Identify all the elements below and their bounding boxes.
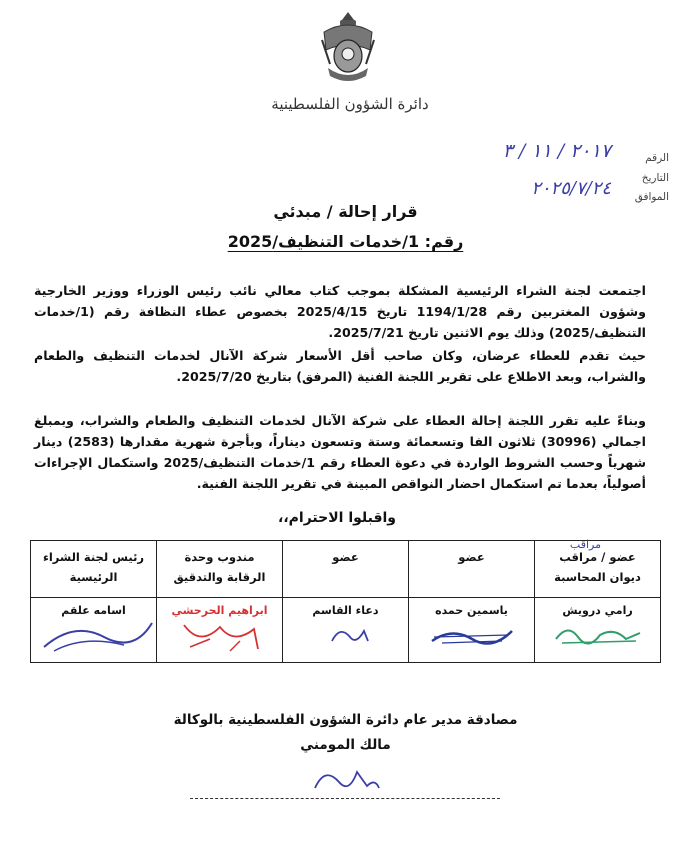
member-cell-3 [283,598,409,663]
member-name: ياسمين حمده [435,604,508,617]
header-member-3-line1: عضو [332,550,359,564]
header-observer-line1: عضو / مراقب [559,550,636,564]
member-cell-chairman [31,598,157,663]
committee-signature-row [31,598,661,663]
signature-mark [34,617,154,657]
corresponding-value: ٢٠٢٥/٧/٢٤ [531,178,611,199]
approver-name: مالك المومني [300,737,391,753]
member-name: رامي درويش [562,604,633,617]
paragraph-3: وبناءً عليه تقرر اللجنة إحالة العطاء على شركة الآنال لخدمات التنظيف والطعام والشراب، وبمبلغ اجمالي (30996) ثلاثون الفا وتسعمائة وستة وتسعون ديناراً، وبأجرة شهرية مقدارها (2583) دينار شهرياً وحسب الشروط الواردة في دعوة العطاء رقم 1/خدمات التنظيف/2025 واستكمال الإجراءات أصولياً، بعدما تم استكمال احضار النواقص المبينة في تقرير اللجنة الفنية. [34,413,646,491]
header-chairman [31,541,157,598]
header-audit-rep-line1: مندوب وحدة [184,550,255,564]
department-name: دائرة الشؤون الفلسطينية [271,95,429,113]
date-label: التاريخ [641,172,669,184]
member-cell-2 [409,598,535,663]
ref-value: ٢٠١٧ / ١١ / ٣ [502,140,611,162]
committee-signature-table [30,540,661,663]
member-cell-observer [535,598,661,663]
member-cell-audit [157,598,283,663]
header-observer-line2: ديوان المحاسبة [554,570,641,584]
signature-mark [548,617,648,651]
header-member-2 [409,541,535,598]
observer-handwritten-note: مراقب [569,538,601,551]
signature-mark [296,617,396,651]
emblem-logo [318,10,378,88]
paragraph-2: حيث تقدم للعطاء عرضان، وكان صاحب أقل الأسعار شركة الآنال لخدمات التنظيف والطعام والشراب، وبعد الاطلاع على تقرير اللجنة الفنية (المرفق) بتاريخ 2025/7/20. [34,348,646,384]
member-name: اسامه علقم [61,604,126,617]
ref-label: الرقم [645,152,669,164]
signature-mark [170,617,270,657]
corresponding-label: الموافق [634,191,669,203]
signature-line [190,798,500,799]
decision-title: قرار إحالة / مبدئي [273,202,418,221]
decision-number [0,232,691,251]
paragraph-1: اجتمعت لجنة الشراء الرئيسية المشكلة بموجب كتاب معالي نائب رئيس الوزراء ووزير الخارجية وشؤون المغتربين رقم 1194/1/28 تاريخ 2025/4/15 بخصوص عطاء النظافة رقم (1/خدمات التنظيف/2025) وذلك يوم الاثنين تاريخ 2025/7/21. [34,283,646,340]
header-chairman-line1: رئيس لجنة الشراء [42,550,145,564]
member-name: دعاء القاسم [312,604,379,617]
header-audit-rep-line2: الرقابة والتدقيق [173,570,266,584]
committee-header-row [31,541,661,598]
header-audit-rep [157,541,283,598]
signature-mark [422,617,522,651]
member-name: ابراهيم الحرحشي [171,604,268,617]
approval-title: مصادقة مدير عام دائرة الشؤون الفلسطينية بالوكالة [173,712,518,728]
header-chairman-line2: الرئيسية [69,570,118,584]
header-member-3 [283,541,409,598]
closing-salutation: واقبلوا الاحترام،، [278,510,396,526]
decision-number-text: رقم: 1/خدمات التنظيف/2025 [227,232,464,251]
header-member-2-line1: عضو [458,550,485,564]
approver-signature [305,758,385,802]
